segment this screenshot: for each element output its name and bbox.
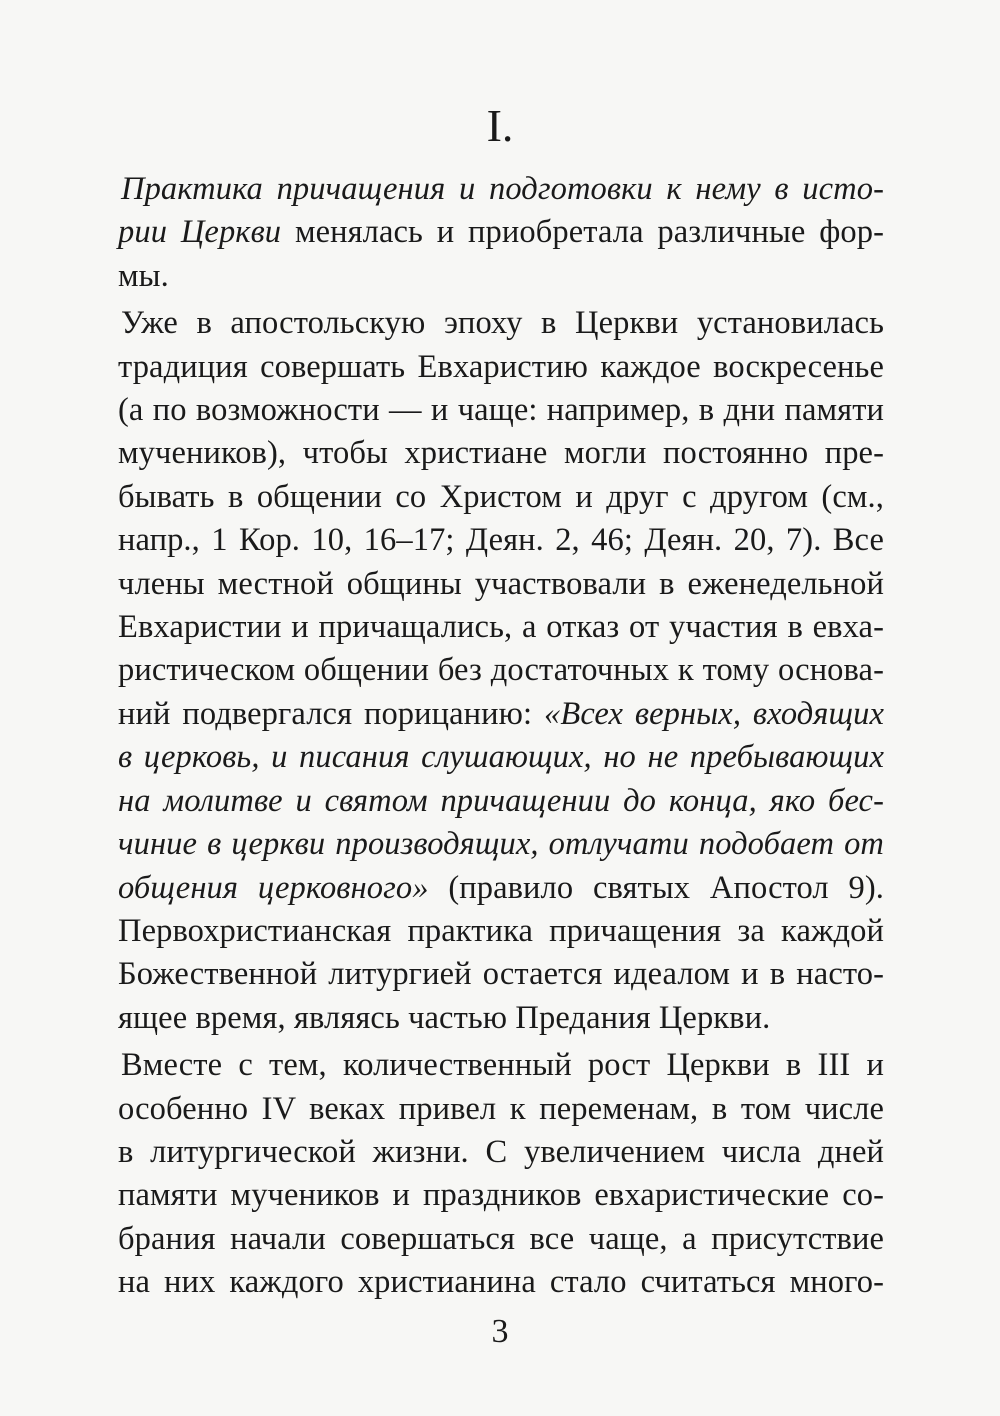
paragraph-2 [118, 302, 884, 1040]
text-line [118, 1174, 884, 1217]
text-line [118, 1044, 884, 1087]
text-line [118, 1088, 884, 1131]
quote-italic: общения церковного» [118, 869, 429, 906]
text-run: брания начали совершаться все чаще, а присутствие [118, 1220, 884, 1257]
quote-italic: чиние в церкви производящих, отлучати подобает от [118, 826, 884, 863]
text-run: (правило святых Апостол 9). [428, 869, 884, 906]
text-line [118, 649, 884, 692]
text-run: в литургической жизни. С увеличением числа дней [118, 1133, 884, 1170]
text-line [118, 953, 884, 996]
text-line [118, 1261, 884, 1304]
text-line [118, 389, 884, 432]
text-run: Первохристианская практика причащения за каждой [118, 912, 884, 949]
text-line [118, 693, 884, 736]
text-run: ристическом общении без достаточных к тому основа- [118, 652, 884, 689]
text-line [118, 736, 884, 779]
text-line [118, 302, 884, 345]
text-run: мы. [118, 257, 169, 294]
text-line [118, 211, 884, 254]
text-run: Евхаристии и причащались, а отказ от участия в евха- [118, 609, 884, 646]
text-line [118, 255, 884, 298]
quote-italic: «Всех верных, входящих [544, 695, 884, 732]
text-line [118, 867, 884, 910]
text-run: члены местной общины участвовали в еженедельной [118, 565, 884, 602]
text-run: Божественной литургией остается идеалом и в насто- [118, 956, 884, 993]
text-line [118, 1131, 884, 1174]
italic-phrase: Практика причащения и подготовки к нему в исто- [121, 171, 884, 207]
paragraph-3 [118, 1044, 884, 1304]
text-run: памяти мучеников и праздников евхаристические со- [118, 1177, 884, 1214]
text-line [118, 1218, 884, 1261]
text-line [118, 346, 884, 389]
text-run: ящее время, являясь частью Предания Церкви. [118, 999, 771, 1036]
text-line [118, 780, 884, 823]
text-run: традиция совершать Евхаристию каждое воскресенье [118, 348, 884, 385]
text-line [118, 997, 884, 1040]
text-run: (а по возможности — и чаще: например, в дни памяти [118, 392, 884, 429]
text-line [118, 910, 884, 953]
text-run: бывать в общении со Христом и друг с другом (см., [118, 478, 884, 515]
text-run: Вместе с тем, количественный рост Церкви в III и [121, 1047, 884, 1084]
text-line [118, 432, 884, 475]
text-run: напр., 1 Кор. 10, 16–17; Деян. 2, 46; Деян. 20, 7). Все [118, 522, 884, 559]
chapter-heading: I. [486, 100, 514, 151]
text-line [118, 168, 884, 211]
text-run: менялась и приобретала различные фор- [281, 214, 884, 251]
body-text [118, 168, 884, 1309]
text-run: мучеников), чтобы христиане могли постоянно пре- [118, 435, 884, 472]
text-line [118, 823, 884, 866]
page-number: 3 [491, 1313, 509, 1350]
text-run: ний подвергался порицанию: [118, 695, 545, 732]
text-run: Уже в апостольскую эпоху в Церкви установилась [121, 305, 884, 342]
text-line [118, 563, 884, 606]
text-line [118, 606, 884, 649]
paragraph-1 [118, 168, 884, 298]
italic-phrase: рии Церкви [118, 214, 282, 251]
quote-italic: на молитве и святом причащении до конца, яко бес- [118, 782, 884, 819]
text-run: особенно IV веках привел к переменам, в том числе [118, 1090, 884, 1127]
text-line [118, 519, 884, 562]
text-line [118, 476, 884, 519]
quote-italic: в церковь, и писания слушающих, но не пребывающих [118, 739, 884, 776]
text-run: на них каждого христианина стало считаться много- [118, 1264, 884, 1301]
